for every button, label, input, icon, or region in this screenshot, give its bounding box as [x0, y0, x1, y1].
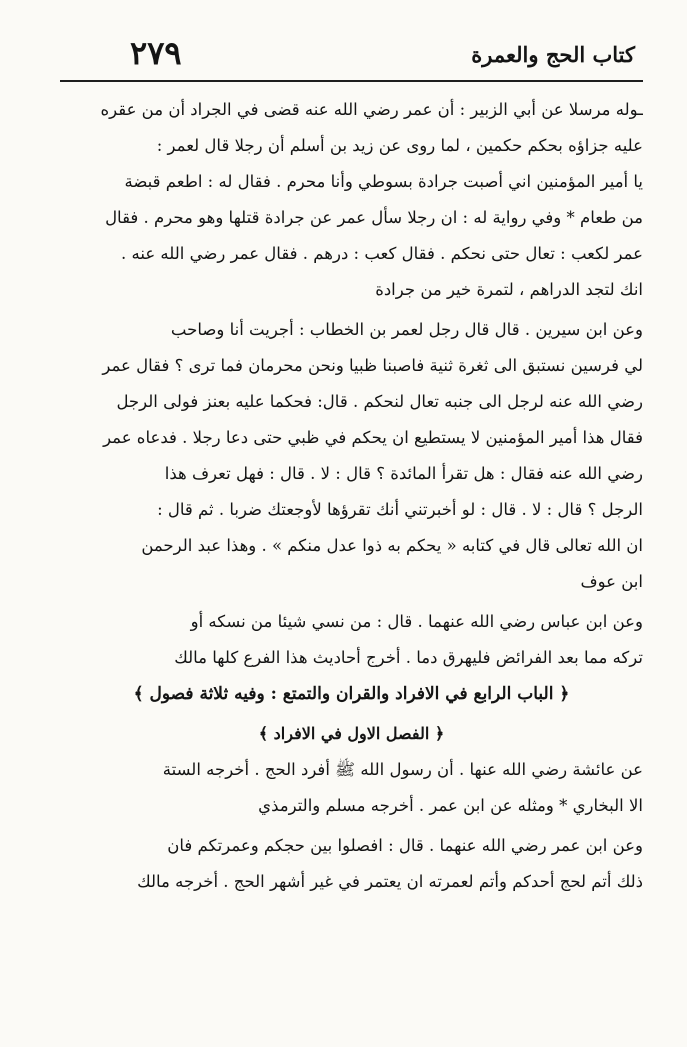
text-line: وعن ابن عمر رضي الله عنهما . قال : افصلوا بين حجكم وعمرتكم فان — [167, 836, 643, 855]
text-line: الا البخاري * ومثله عن ابن عمر . أخرجه مسلم والترمذي — [258, 796, 643, 815]
paragraph-locust — [60, 92, 643, 308]
text-line: انك لتجد الدراهم ، لتمرة خير من جرادة — [375, 280, 643, 299]
text-line: من طعام * وفي رواية له : ان رجلا سأل عمر عن جرادة قتلها وهو محرم . فقال — [105, 208, 643, 227]
body-text — [60, 92, 643, 900]
text-line: رضي الله عنه لرجل الى جنبه تعال لنحكم . قال: فحكما عليه بعنز فولى الرجل — [116, 392, 643, 411]
text-line: لي فرسين نستبق الى ثغرة ثنية فاصبنا ظبيا ونحن محرمان فما ترى ؟ فقال عمر — [102, 356, 643, 375]
text-line: وعن ابن سيرين . قال قال رجل لعمر بن الخطاب : أجريت أنا وصاحب — [170, 320, 643, 339]
paragraph-ibn-abbas — [60, 604, 643, 676]
page-header — [80, 28, 635, 80]
page-number: ٢٧٩ — [130, 34, 182, 72]
text-line: تركه مما بعد الفرائض فليهرق دما . أخرج أحاديث هذا الفرع كلها مالك — [174, 648, 643, 667]
text-line: فقال هذا أمير المؤمنين لا يستطيع ان يحكم في ظبي حتى دعا رجلا . فدعاه عمر — [103, 428, 643, 447]
header-rule — [60, 80, 643, 82]
text-line: عليه جزاؤه بحكم حكمين ، لما روى عن زيد بن أسلم أن رجلا قال لعمر : — [156, 136, 643, 155]
paragraph-ibn-umar — [60, 828, 643, 900]
paragraph-aisha — [60, 752, 643, 824]
text-line: ان الله تعالى قال في كتابه « يحكم به ذوا عدل منكم » . وهذا عبد الرحمن — [141, 536, 643, 555]
text-line: رضي الله عنه فقال : هل تقرأ المائدة ؟ قال : لا . قال : فهل تعرف هذا — [164, 464, 643, 483]
text-line: وعن ابن عباس رضي الله عنهما . قال : من نسي شيئا من نسكه أو — [190, 612, 643, 631]
text-line: ذلك أتم لحج أحدكم وأتم لعمرته ان يعتمر في غير أشهر الحج . أخرجه مالك — [137, 872, 643, 891]
text-line: عمر لكعب : تعال حتى نحكم . فقال كعب : درهم . فقال عمر رضي الله عنه . — [121, 244, 643, 263]
running-title: كتاب الحج والعمرة — [471, 42, 635, 67]
section-heading: ﴿ الفصل الاول في الافراد ﴾ — [258, 724, 445, 743]
paragraph-ibn-sirin — [60, 312, 643, 600]
text-line: يا أمير المؤمنين اني أصبت جرادة بسوطي وأنا محرم . فقال له : اطعم قبضة — [124, 172, 643, 191]
text-line: الرجل ؟ قال : لا . قال : لو أخبرتني أنك تقرؤها لأوجعتك ضربا . ثم قال : — [157, 500, 643, 519]
chapter-heading: ﴿ الباب الرابع في الافراد والقران والتمتع : وفيه ثلاثة فصول ﴾ — [133, 684, 570, 704]
text-line: ـوله مرسلا عن أبي الزبير : أن عمر رضي الله عنه قضى في الجراد أن من عقره — [100, 100, 643, 119]
text-line: عن عائشة رضي الله عنها . أن رسول الله ﷺ أفرد الحج . أخرجه الستة — [162, 760, 643, 779]
text-line: ابن عوف — [580, 572, 643, 591]
